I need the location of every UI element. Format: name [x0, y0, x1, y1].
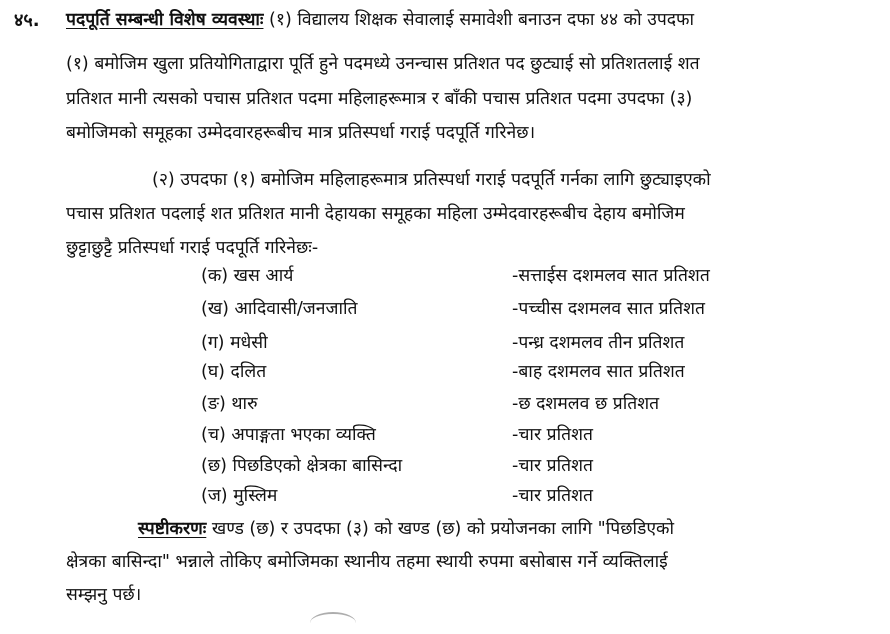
seal-mark — [310, 612, 356, 634]
group-label-gha: (घ) दलित — [201, 362, 267, 382]
explanation-line1 — [138, 517, 674, 541]
group-value-chha: -चार प्रतिशत — [512, 456, 594, 476]
explanation-line3: सम्झनु पर्छ। — [66, 585, 142, 605]
group-value-ja: -चार प्रतिशत — [512, 486, 594, 506]
group-label-nga: (ङ) थारु — [201, 394, 258, 414]
para1-line2: (१) बमोजिम खुला प्रतियोगिताद्वारा पूर्ति हुने पदमध्ये उनन्चास प्रतिशत पद छुट्याई सो प्रतिशतलाई शत — [66, 54, 700, 74]
explanation-line1-text: खण्ड (छ) र उपदफा (३) को खण्ड (छ) को प्रयोजनका लागि "पिछडिएको — [211, 519, 675, 539]
para2-line1: (२) उपदफा (१) बमोजिम महिलाहरूमात्र प्रतिस्पर्धा गराई पदपूर्ति गर्नका लागि छुट्याइएको — [152, 170, 711, 190]
para1-line3: प्रतिशत मानी त्यसको पचास प्रतिशत पदमा महिलाहरूमात्र र बाँकी पचास प्रतिशत पदमा उपदफा (३) — [66, 89, 693, 109]
section-heading: पदपूर्ति सम्बन्धी विशेष व्यवस्थाः — [66, 10, 264, 30]
explanation-label: स्पष्टीकरणः — [138, 519, 207, 539]
para2-line3: छुट्टाछुट्टै प्रतिस्पर्धा गराई पदपूर्ति गरिनेछः- — [66, 238, 319, 258]
group-value-nga: -छ दशमलव छ प्रतिशत — [512, 394, 660, 414]
group-value-cha: -चार प्रतिशत — [512, 425, 594, 445]
group-value-kha: -पच्चीस दशमलव सात प्रतिशत — [512, 299, 705, 319]
group-value-ga: -पन्ध्र दशमलव तीन प्रतिशत — [512, 333, 685, 353]
para2-line2: पचास प्रतिशत पदलाई शत प्रतिशत मानी देहायका समूहका महिला उम्मेदवारहरूबीच देहाय बमोजिम — [66, 204, 685, 224]
group-label-ga: (ग) मधेसी — [201, 333, 268, 353]
group-value-gha: -बाह दशमलव सात प्रतिशत — [512, 362, 685, 382]
group-label-cha: (च) अपाङ्गता भएका व्यक्ति — [201, 425, 376, 445]
group-label-kha: (ख) आदिवासी/जनजाति — [201, 299, 358, 319]
group-label-ja: (ज) मुस्लिम — [201, 486, 278, 506]
section-number: ४५. — [14, 10, 40, 31]
explanation-line2: क्षेत्रका बासिन्दा" भन्नाले तोकिए बमोजिमका स्थानीय तहमा स्थायी रुपमा बसोबास गर्ने व्यक्तिलाई — [66, 552, 668, 572]
para1-line1-text: (१) विद्यालय शिक्षक सेवालाई समावेशी बनाउन दफा ४४ को उपदफा — [269, 10, 695, 30]
group-label-ka: (क) खस आर्य — [201, 266, 294, 286]
para1-line4: बमोजिमको समूहका उम्मेदवारहरूबीच मात्र प्रतिस्पर्धा गराई पदपूर्ति गरिनेछ। — [66, 123, 536, 143]
group-label-chha: (छ) पिछडिएको क्षेत्रका बासिन्दा — [201, 456, 403, 476]
group-value-ka: -सत्ताईस दशमलव सात प्रतिशत — [512, 266, 710, 286]
para1-line1 — [66, 8, 878, 32]
